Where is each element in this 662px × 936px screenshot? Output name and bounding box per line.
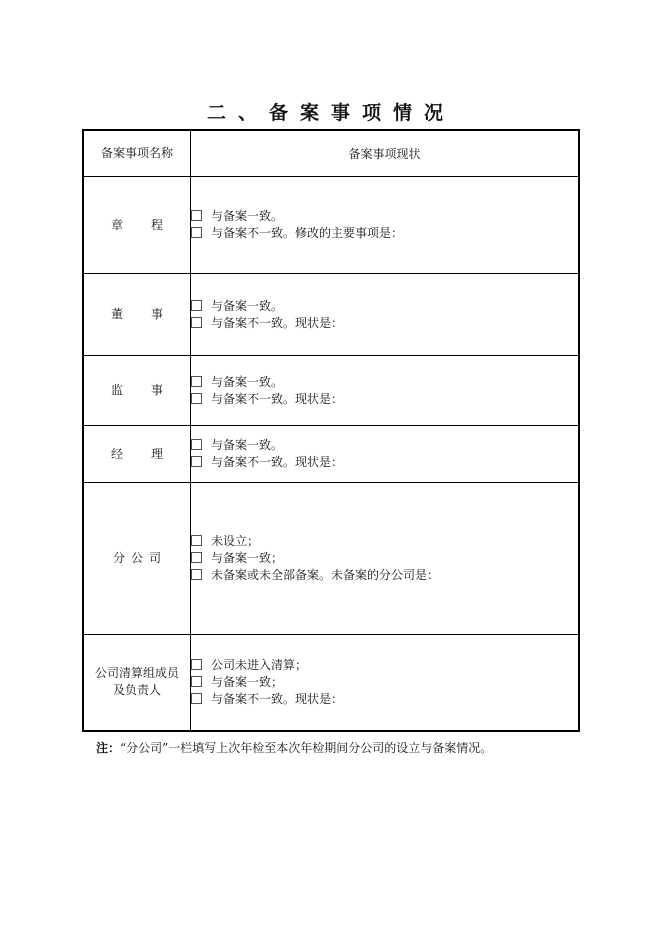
- option-item[interactable]: 未备案或未全部备案。未备案的分公司是：: [191, 567, 578, 584]
- table-row-supervisors: [83, 356, 579, 426]
- checkbox-icon[interactable]: [191, 676, 202, 687]
- table-row-articles: [83, 177, 579, 274]
- option-item[interactable]: 公司未进入清算；: [191, 657, 578, 674]
- table-row-liquidation: [83, 635, 579, 731]
- option-item[interactable]: 与备案不一致。现状是：: [191, 391, 578, 408]
- checkbox-icon[interactable]: [191, 456, 202, 467]
- checkbox-icon[interactable]: [191, 300, 202, 311]
- footnote-label: 注：: [96, 741, 121, 755]
- checkbox-icon[interactable]: [191, 552, 202, 563]
- checkbox-icon[interactable]: [191, 376, 202, 387]
- option-item[interactable]: 与备案不一致。现状是：: [191, 315, 578, 332]
- option-item[interactable]: 与备案一致。: [191, 437, 578, 454]
- checkbox-icon[interactable]: [191, 227, 202, 238]
- checkbox-icon[interactable]: [191, 317, 202, 328]
- checkbox-icon[interactable]: [191, 535, 202, 546]
- row-label: 董事: [83, 274, 191, 356]
- option-item[interactable]: 与备案一致；: [191, 674, 578, 691]
- checkbox-icon[interactable]: [191, 659, 202, 670]
- row-options: [191, 274, 580, 356]
- option-item[interactable]: 与备案一致。: [191, 298, 578, 315]
- row-label: 经理: [83, 426, 191, 483]
- row-options: [191, 483, 580, 635]
- filing-items-table: [82, 129, 580, 732]
- row-options: [191, 356, 580, 426]
- row-options: [191, 177, 580, 274]
- row-label: 公司清算组成员 及负责人: [83, 635, 191, 731]
- header-item-name: 备案事项名称: [83, 130, 191, 177]
- section-title: 二、备案事项情况: [206, 102, 455, 124]
- checkbox-icon[interactable]: [191, 569, 202, 580]
- checkbox-icon[interactable]: [191, 693, 202, 704]
- row-label: 监事: [83, 356, 191, 426]
- row-options: [191, 635, 580, 731]
- row-options: [191, 426, 580, 483]
- option-item[interactable]: 与备案一致；: [191, 550, 578, 567]
- row-label: 章程: [83, 177, 191, 274]
- checkbox-icon[interactable]: [191, 439, 202, 450]
- option-item[interactable]: 与备案一致。: [191, 374, 578, 391]
- header-item-status: 备案事项现状: [191, 130, 580, 177]
- footnote: [96, 739, 492, 756]
- option-item[interactable]: 与备案不一致。现状是：: [191, 691, 578, 708]
- table-header-row: [83, 130, 579, 177]
- table-row-branches: [83, 483, 579, 635]
- checkbox-icon[interactable]: [191, 210, 202, 221]
- option-item[interactable]: 与备案不一致。修改的主要事项是：: [191, 225, 578, 242]
- table-row-manager: [83, 426, 579, 483]
- row-label: 分公司: [83, 483, 191, 635]
- checkbox-icon[interactable]: [191, 393, 202, 404]
- option-item[interactable]: 与备案不一致。现状是：: [191, 454, 578, 471]
- footnote-text: “分公司”一栏填写上次年检至本次年检期间分公司的设立与备案情况。: [120, 741, 493, 755]
- table-row-directors: [83, 274, 579, 356]
- option-item[interactable]: 未设立；: [191, 533, 578, 550]
- option-item[interactable]: 与备案一致。: [191, 208, 578, 225]
